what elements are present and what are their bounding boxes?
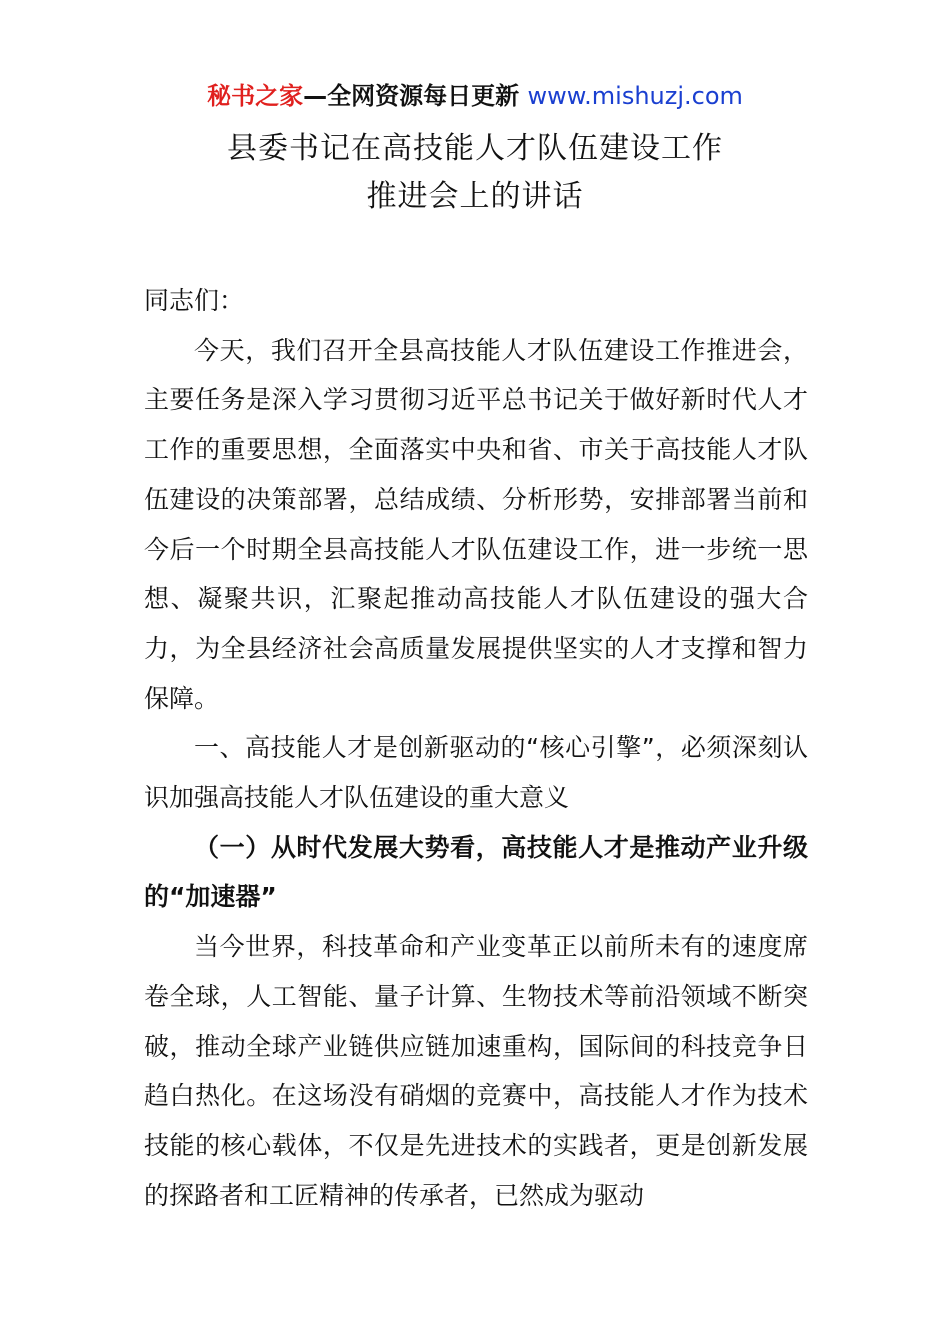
document-title-line-2: 推进会上的讲话 xyxy=(366,179,584,214)
document-body xyxy=(144,276,808,1220)
subsection-heading-1: （一）从时代发展大势看，高技能人才是推动产业升级的“加速器” xyxy=(144,832,808,912)
section-heading-1: 一、高技能人才是创新驱动的“核心引擎”，必须深刻认识加强高技能人才队伍建设的重大意义 xyxy=(144,733,808,813)
document-title-line-1: 县委书记在高技能人才队伍建设工作 xyxy=(227,131,723,166)
site-tagline: —全网资源每日更新 xyxy=(303,82,528,110)
site-brand: 秘书之家 xyxy=(207,82,304,110)
salutation: 同志们： xyxy=(144,286,245,315)
paragraph-era-trend: 当今世界，科技革命和产业变革正以前所未有的速度席卷全球，人工智能、量子计算、生物技术等前沿领域不断突破，推动全球产业链供应链加速重构，国际间的科技竞争日趋白热化。在这场没有硝烟的竞赛中，高技能人才作为技术技能的核心载体，不仅是先进技术的实践者，更是创新发展的探路者和工匠精神的传承者，已然成为驱动 xyxy=(144,932,808,1210)
site-header xyxy=(0,78,950,114)
site-url-link[interactable]: www.mishuzj.com xyxy=(527,82,743,110)
paragraph-intro: 今天，我们召开全县高技能人才队伍建设工作推进会，主要任务是深入学习贯彻习近平总书记关于做好新时代人才工作的重要思想，全面落实中央和省、市关于高技能人才队伍建设的决策部署，总结成绩、分析形势，安排部署当前和今后一个时期全县高技能人才队伍建设工作，进一步统一思想、凝聚共识，汇聚起推动高技能人才队伍建设的强大合力，为全县经济社会高质量发展提供坚实的人才支撑和智力保障。 xyxy=(144,335,808,713)
